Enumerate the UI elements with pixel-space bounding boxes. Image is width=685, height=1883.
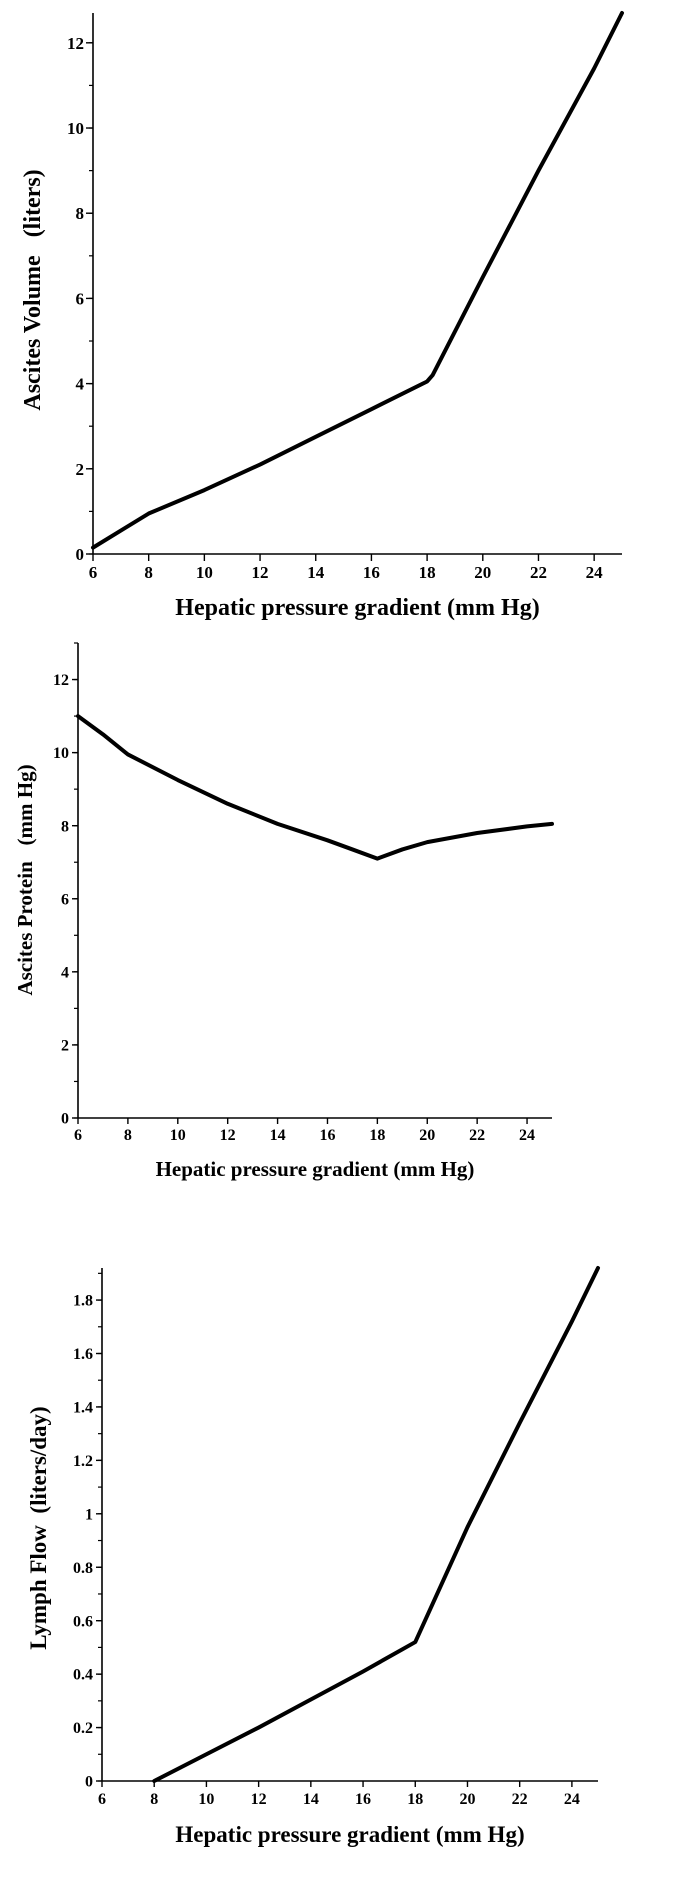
x-axis-label: Hepatic pressure gradient (mm Hg) bbox=[155, 1157, 475, 1181]
y-tick-label: 6 bbox=[61, 891, 69, 909]
y-tick-label: 10 bbox=[67, 118, 84, 138]
y-axis-label: Lymph Flow (liters/day) bbox=[26, 1406, 51, 1650]
x-tick-label: 16 bbox=[362, 563, 380, 582]
x-tick-label: 22 bbox=[529, 563, 547, 582]
x-tick-label: 20 bbox=[474, 563, 492, 582]
x-tick-label: 16 bbox=[319, 1127, 336, 1144]
x-tick-label: 20 bbox=[459, 1791, 476, 1808]
y-tick-label: 4 bbox=[75, 374, 84, 394]
x-tick-label: 6 bbox=[98, 1791, 106, 1808]
y-tick-label: 1.4 bbox=[73, 1399, 93, 1417]
y-tick-label: 1 bbox=[85, 1506, 93, 1524]
x-tick-label: 10 bbox=[195, 563, 213, 582]
x-tick-label: 24 bbox=[585, 563, 603, 582]
x-tick-label: 6 bbox=[88, 563, 98, 582]
chart-3 bbox=[26, 1268, 598, 1847]
x-tick-label: 8 bbox=[123, 1127, 132, 1144]
y-tick-label: 2 bbox=[61, 1037, 69, 1055]
y-tick-label: 2 bbox=[75, 459, 84, 479]
x-axis-label: Hepatic pressure gradient (mm Hg) bbox=[175, 1822, 525, 1847]
x-tick-label: 12 bbox=[250, 1791, 267, 1808]
x-tick-label: 10 bbox=[198, 1791, 215, 1808]
y-tick-label: 1.8 bbox=[73, 1292, 93, 1310]
y-tick-label: 4 bbox=[61, 964, 69, 982]
y-tick-label: 10 bbox=[53, 745, 69, 763]
y-tick-label: 0 bbox=[75, 544, 84, 564]
y-tick-label: 0.2 bbox=[73, 1720, 93, 1738]
x-tick-label: 24 bbox=[519, 1127, 536, 1144]
series-line-1 bbox=[78, 716, 552, 859]
y-tick-label: 6 bbox=[75, 289, 84, 309]
x-tick-label: 12 bbox=[251, 563, 269, 582]
y-tick-label: 8 bbox=[61, 818, 69, 836]
y-tick-label: 0 bbox=[85, 1773, 93, 1791]
x-tick-label: 18 bbox=[418, 563, 436, 582]
x-tick-label: 14 bbox=[302, 1791, 319, 1808]
chart-2 bbox=[13, 643, 552, 1181]
x-tick-label: 18 bbox=[369, 1127, 386, 1144]
y-axis-label: Ascites Protein (mm Hg) bbox=[13, 764, 37, 996]
x-tick-label: 12 bbox=[219, 1127, 236, 1144]
y-tick-label: 0 bbox=[61, 1110, 69, 1128]
series-line-1 bbox=[154, 1268, 598, 1781]
y-tick-label: 0.4 bbox=[73, 1666, 93, 1684]
y-tick-label: 12 bbox=[53, 672, 69, 690]
x-tick-label: 24 bbox=[563, 1791, 580, 1808]
x-tick-label: 6 bbox=[74, 1127, 82, 1144]
y-tick-label: 0.8 bbox=[73, 1559, 93, 1577]
x-tick-label: 14 bbox=[307, 563, 325, 582]
x-tick-label: 14 bbox=[269, 1127, 286, 1144]
x-tick-label: 8 bbox=[150, 1791, 159, 1808]
y-axis-label: Ascites Volume (liters) bbox=[20, 169, 46, 411]
x-tick-label: 20 bbox=[419, 1127, 436, 1144]
x-tick-label: 18 bbox=[407, 1791, 424, 1808]
x-tick-label: 22 bbox=[511, 1791, 528, 1808]
x-tick-label: 10 bbox=[169, 1127, 186, 1144]
y-tick-label: 0.6 bbox=[73, 1613, 93, 1631]
chart-1 bbox=[20, 13, 622, 621]
x-tick-label: 16 bbox=[355, 1791, 372, 1808]
x-tick-label: 22 bbox=[469, 1127, 486, 1144]
series-line-1 bbox=[93, 13, 622, 548]
y-tick-label: 1.6 bbox=[73, 1346, 93, 1364]
y-tick-label: 1.2 bbox=[73, 1452, 93, 1470]
x-axis-label: Hepatic pressure gradient (mm Hg) bbox=[175, 595, 540, 621]
y-tick-label: 8 bbox=[75, 204, 84, 224]
y-tick-label: 12 bbox=[67, 33, 84, 53]
x-tick-label: 8 bbox=[144, 563, 153, 582]
